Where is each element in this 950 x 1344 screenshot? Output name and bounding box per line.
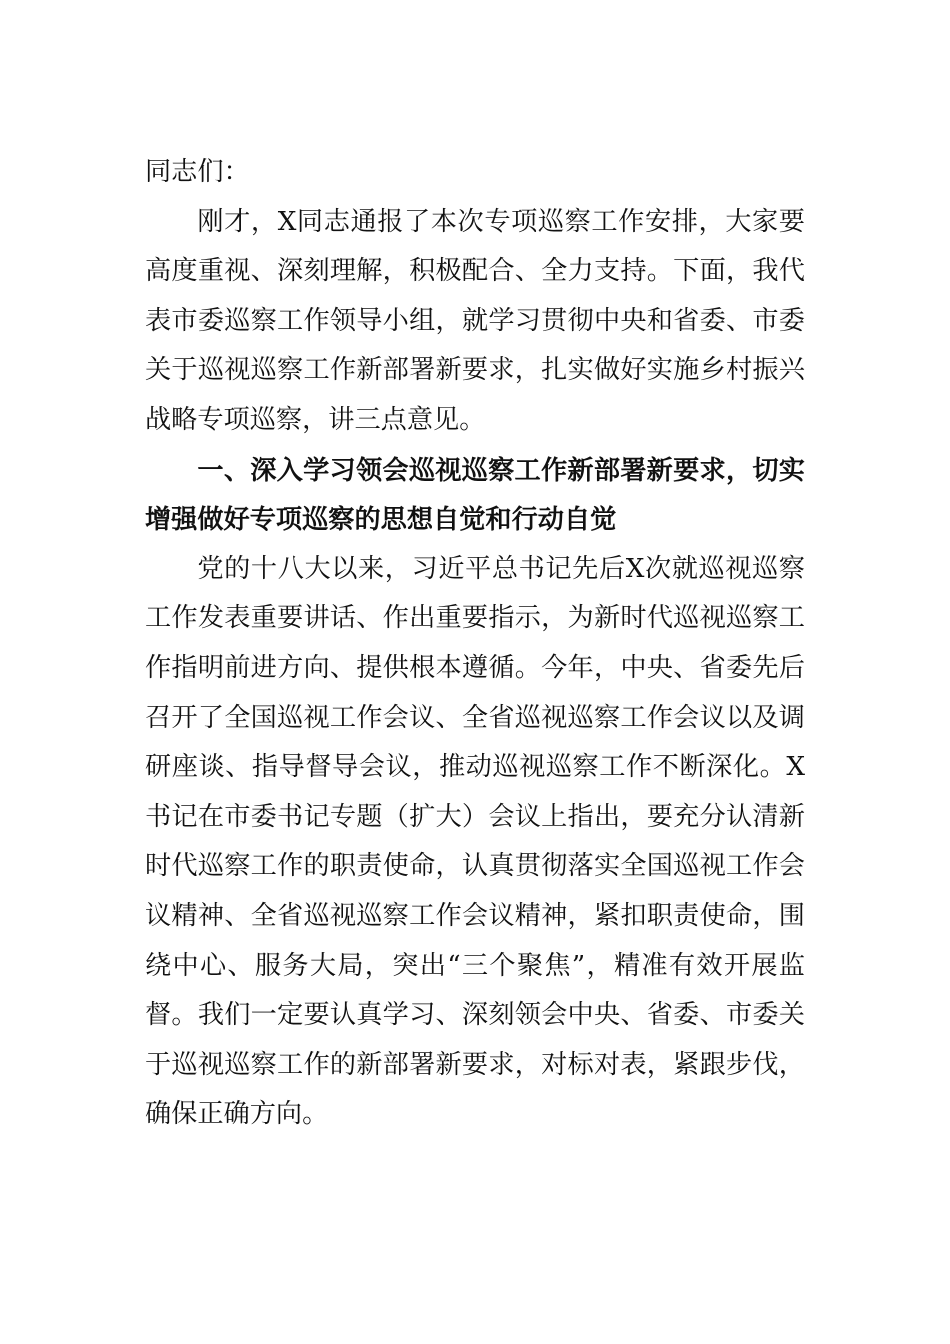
section-body-paragraph: 党的十八大以来，习近平总书记先后X次就巡视巡察工作发表重要讲话、作出重要指示，为新时代巡视巡察工作指明前进方向、提供根本遵循。今年，中央、省委先后召开了全国巡视工作会议、全省巡视巡察工作会议以及调研座谈、指导督导会议，推动巡视巡察工作不断深化。X书记在市委书记专题（扩大）会议上指出，要充分认清新时代巡察工作的职责使命，认真贯彻落实全国巡视工作会议精神、全省巡视巡察工作会议精神，紧扣职责使命，围绕中心、服务大局，突出“三个聚焦”，精准有效开展监督。我们一定要认真学习、深刻领会中央、省委、市委关于巡视巡察工作的新部署新要求，对标对表，紧跟步伐，确保正确方向。 [145,553,805,1130]
document-body [145,148,805,1140]
intro-paragraph: 刚才，X同志通报了本次专项巡察工作安排，大家要高度重视、深刻理解，积极配合、全力支持。下面，我代表市委巡察工作领导小组，就学习贯彻中央和省委、市委关于巡视巡察工作新部署新要求，扎实做好实施乡村振兴战略专项巡察，讲三点意见。 [145,206,805,435]
section-heading: 一、深入学习领会巡视巡察工作新部署新要求，切实增强做好专项巡察的思想自觉和行动自觉 [145,454,805,536]
salutation: 同志们： [145,157,250,187]
